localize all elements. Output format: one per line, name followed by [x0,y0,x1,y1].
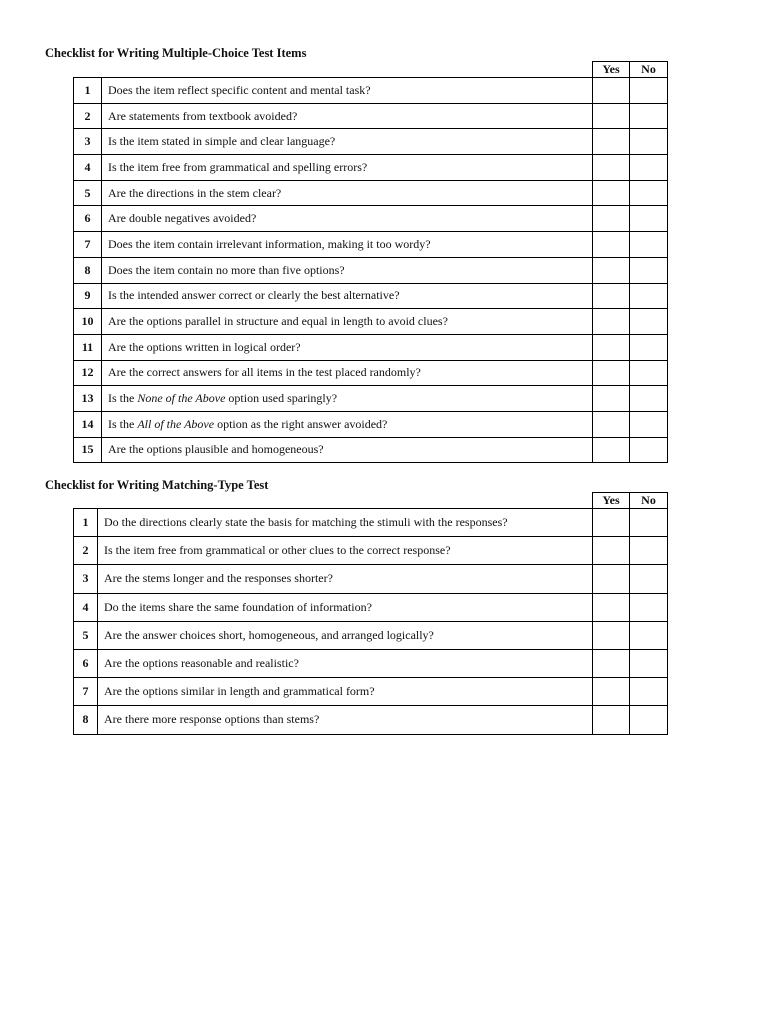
item-question [98,537,593,565]
table-row [74,565,668,593]
question-text: Is the [108,391,138,406]
item-number: 7 [74,232,102,258]
item-number: 6 [74,206,102,232]
question-text: Is the [108,416,138,431]
yes-column-header: Yes [593,493,630,509]
table-row [74,309,668,335]
no-checkbox-cell[interactable] [630,437,668,463]
yes-checkbox-cell[interactable] [593,411,630,437]
no-checkbox-cell[interactable] [630,678,668,706]
question-text: Are the options plausible and homogeneous? [108,442,324,457]
yes-checkbox-cell[interactable] [593,706,630,734]
no-checkbox-cell[interactable] [630,360,668,386]
item-number: 3 [74,129,102,155]
question-text: Does the item reflect specific content and mental task? [108,82,371,97]
item-number: 4 [74,155,102,181]
question-emphasis: None of the Above [137,391,226,406]
no-checkbox-cell[interactable] [630,706,668,734]
yes-checkbox-cell[interactable] [593,621,630,649]
question-text: Is the intended answer correct or clearly the best alternative? [108,288,400,303]
yes-checkbox-cell[interactable] [593,309,630,335]
item-number: 6 [74,649,98,677]
table-row [74,706,668,734]
no-checkbox-cell[interactable] [630,334,668,360]
question-text: Are there more response options than stems? [104,712,320,727]
no-checkbox-cell[interactable] [630,257,668,283]
table-header-row [74,493,668,509]
item-question [102,180,593,206]
item-number: 10 [74,309,102,335]
item-question [102,206,593,232]
item-question [102,257,593,283]
question-text: Are the options written in logical order? [108,339,301,354]
question-text: Is the item free from grammatical and spelling errors? [108,159,368,174]
no-checkbox-cell[interactable] [630,537,668,565]
yes-checkbox-cell[interactable] [593,232,630,258]
item-number: 15 [74,437,102,463]
yes-checkbox-cell[interactable] [593,129,630,155]
question-emphasis: All of the Above [137,416,215,431]
question-text-end: option used sparingly? [225,391,338,406]
item-question [102,360,593,386]
question-text: Are the stems longer and the responses shorter? [104,571,333,586]
question-text: Is the item stated in simple and clear language? [108,134,336,149]
yes-checkbox-cell[interactable] [593,509,630,537]
table-row [74,129,668,155]
no-checkbox-cell[interactable] [630,180,668,206]
item-question [102,437,593,463]
table-row [74,509,668,537]
table-row [74,206,668,232]
table-row [74,678,668,706]
table-row [74,411,668,437]
no-checkbox-cell[interactable] [630,593,668,621]
no-checkbox-cell[interactable] [630,283,668,309]
yes-checkbox-cell[interactable] [593,386,630,412]
yes-checkbox-cell[interactable] [593,257,630,283]
table-row [74,283,668,309]
item-number: 3 [74,565,98,593]
no-checkbox-cell[interactable] [630,509,668,537]
yes-checkbox-cell[interactable] [593,103,630,129]
item-question [98,649,593,677]
item-question [102,103,593,129]
table-row [74,180,668,206]
table-row [74,78,668,104]
table-row [74,334,668,360]
item-question [102,309,593,335]
question-text: Is the item free from grammatical or other clues to the correct response? [104,543,451,558]
no-checkbox-cell[interactable] [630,386,668,412]
table-row [74,155,668,181]
yes-checkbox-cell[interactable] [593,155,630,181]
table-header-row [74,62,668,78]
item-question [98,565,593,593]
item-number: 4 [74,593,98,621]
table-row [74,593,668,621]
table-row [74,537,668,565]
yes-checkbox-cell[interactable] [593,78,630,104]
yes-column-header: Yes [593,62,630,78]
question-text: Are the answer choices short, homogeneous, and arranged logically? [104,627,434,642]
item-number: 1 [74,509,98,537]
no-checkbox-cell[interactable] [630,621,668,649]
item-number: 2 [74,537,98,565]
item-number: 12 [74,360,102,386]
table-row [74,232,668,258]
yes-checkbox-cell[interactable] [593,537,630,565]
item-number: 9 [74,283,102,309]
item-question [102,411,593,437]
table-row [74,437,668,463]
yes-checkbox-cell[interactable] [593,360,630,386]
yes-checkbox-cell[interactable] [593,678,630,706]
yes-checkbox-cell[interactable] [593,649,630,677]
item-number: 8 [74,706,98,734]
question-text: Do the directions clearly state the basis for matching the stimuli with the responses? [104,515,508,530]
question-text: Are the options reasonable and realistic? [104,656,299,671]
item-number: 13 [74,386,102,412]
no-checkbox-cell[interactable] [630,155,668,181]
question-text: Does the item contain irrelevant information, making it too wordy? [108,236,431,251]
no-checkbox-cell[interactable] [630,411,668,437]
question-text: Are the directions in the stem clear? [108,185,282,200]
item-question [102,129,593,155]
no-column-header: No [630,62,668,78]
no-checkbox-cell[interactable] [630,565,668,593]
yes-checkbox-cell[interactable] [593,206,630,232]
section-title-multiple-choice: Checklist for Writing Multiple-Choice Test Items [45,46,307,60]
no-checkbox-cell[interactable] [630,129,668,155]
yes-checkbox-cell[interactable] [593,283,630,309]
header-spacer [74,62,593,78]
table-row [74,621,668,649]
section-title-matching-type: Checklist for Writing Matching-Type Test [45,478,269,492]
item-number: 7 [74,678,98,706]
no-column-header: No [630,493,668,509]
header-spacer [74,493,593,509]
no-checkbox-cell[interactable] [630,649,668,677]
table-row [74,386,668,412]
checklist-table-multiple-choice [73,61,668,463]
no-checkbox-cell[interactable] [630,309,668,335]
question-text: Are statements from textbook avoided? [108,108,298,123]
item-question [98,621,593,649]
item-question [102,78,593,104]
no-checkbox-cell[interactable] [630,103,668,129]
item-question [98,593,593,621]
table-row [74,257,668,283]
question-text: Are the correct answers for all items in the test placed randomly? [108,365,421,380]
item-number: 5 [74,621,98,649]
item-question [102,155,593,181]
item-number: 2 [74,103,102,129]
question-text-end: option as the right answer avoided? [214,416,388,431]
table-row [74,103,668,129]
table-row [74,649,668,677]
question-text: Are the options similar in length and grammatical form? [104,684,375,699]
item-question [102,283,593,309]
yes-checkbox-cell[interactable] [593,334,630,360]
question-text: Are double negatives avoided? [108,211,257,226]
question-text: Does the item contain no more than five options? [108,262,345,277]
question-text: Are the options parallel in structure and equal in length to avoid clues? [108,314,448,329]
item-question [98,706,593,734]
item-number: 5 [74,180,102,206]
item-question [98,678,593,706]
yes-checkbox-cell[interactable] [593,593,630,621]
yes-checkbox-cell[interactable] [593,437,630,463]
question-text: Do the items share the same foundation of information? [104,599,372,614]
item-question [102,334,593,360]
no-checkbox-cell[interactable] [630,232,668,258]
item-number: 14 [74,411,102,437]
item-number: 11 [74,334,102,360]
no-checkbox-cell[interactable] [630,78,668,104]
item-question [98,509,593,537]
item-number: 8 [74,257,102,283]
yes-checkbox-cell[interactable] [593,565,630,593]
item-question [102,232,593,258]
item-question [102,386,593,412]
yes-checkbox-cell[interactable] [593,180,630,206]
no-checkbox-cell[interactable] [630,206,668,232]
table-row [74,360,668,386]
checklist-table-matching-type [73,492,668,735]
item-number: 1 [74,78,102,104]
